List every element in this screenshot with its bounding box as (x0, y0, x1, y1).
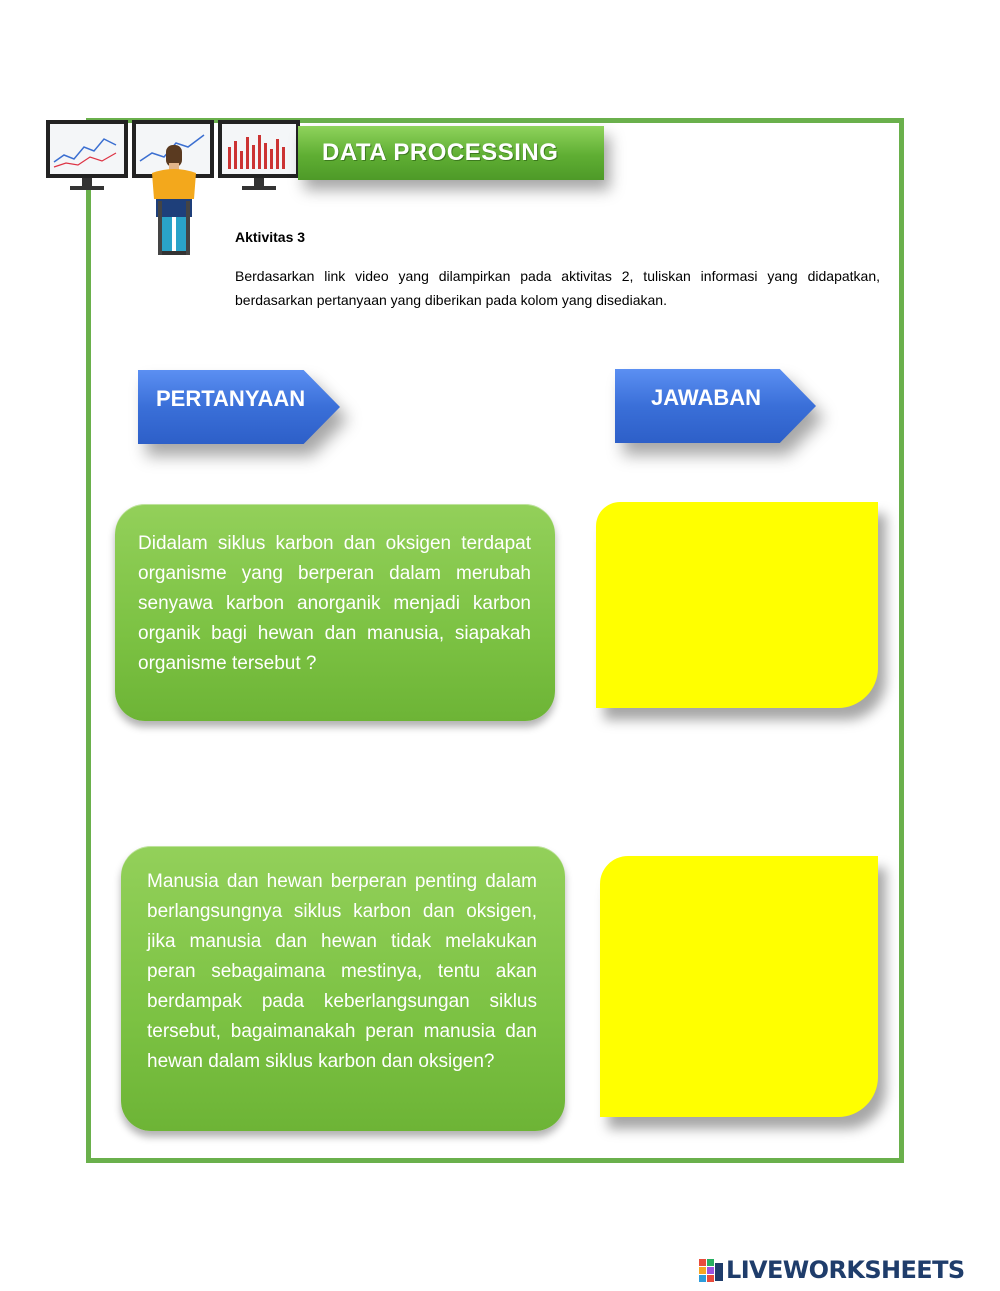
liveworksheets-blocks-icon (698, 1257, 724, 1283)
question-column-header (138, 370, 340, 444)
activity-title: Aktivitas 3 (235, 229, 306, 245)
activity-description: Berdasarkan link video yang dilampirkan pada aktivitas 2, tuliskan informasi yang didapatkan, berdasarkan pertanyaan yang diberikan pada kolom yang disediakan. (235, 268, 880, 308)
question-box-1: Didalam siklus karbon dan oksigen terdapat organisme yang berperan dalam merubah senyawa karbon anorganik menjadi karbon organik bagi hewan dan manusia, siapakah organisme tersebut ? (115, 504, 555, 721)
question-box-2: Manusia dan hewan berperan penting dalam berlangsungnya siklus karbon dan oksigen, jika manusia dan hewan tidak melakukan peran sebagaimana mestinya, tentu akan berdampak pada keberlangsungan siklus tersebut, bagaimanakah peran manusia dan hewan dalam siklus karbon dan oksigen? (121, 846, 565, 1131)
brand-name: LIVEWORKSHEETS (726, 1256, 965, 1284)
answer-column-label: JAWABAN (651, 385, 762, 410)
page-title: DATA PROCESSING (322, 139, 559, 166)
liveworksheets-logo (698, 1254, 965, 1286)
title-banner (298, 126, 604, 180)
answer-field-1[interactable] (596, 502, 878, 708)
answer-column-header (615, 369, 816, 443)
answer-field-2[interactable] (600, 856, 878, 1117)
question-column-label: PERTANYAAN (156, 386, 306, 411)
